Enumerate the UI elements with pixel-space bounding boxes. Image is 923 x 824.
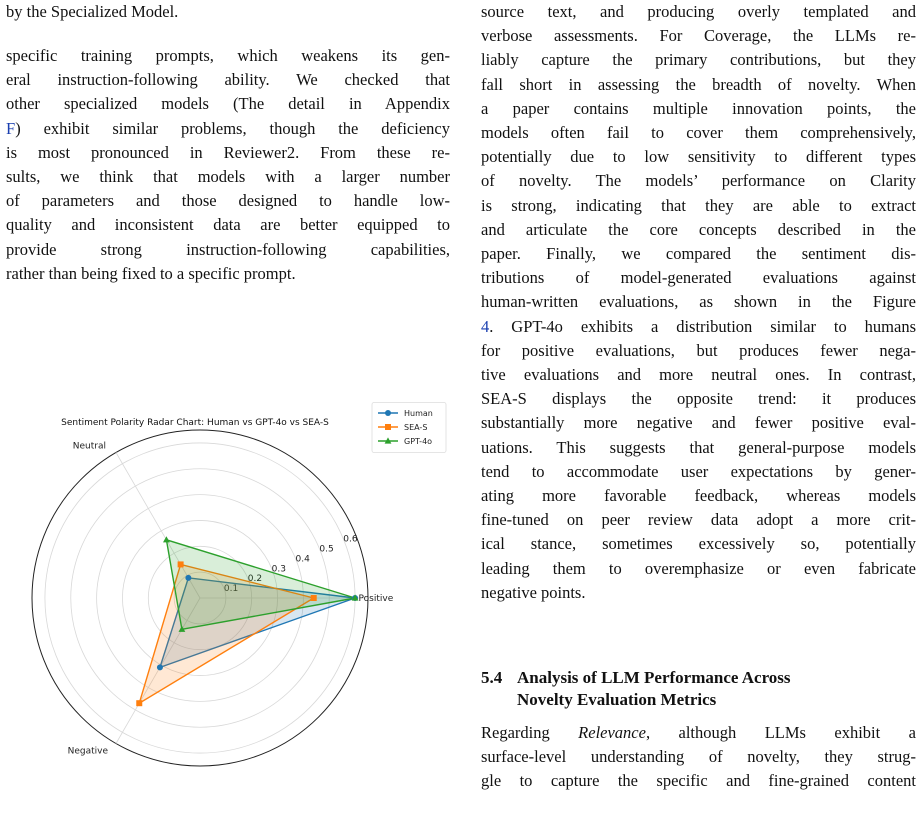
figure-caption-tail (6, 0, 448, 24)
left-line: specific training prompts, which weakens its gen- (6, 46, 450, 65)
right-line: paper. Finally, we compared the sentiment dis- (481, 244, 916, 264)
series-layer (136, 536, 358, 706)
legend-label-sea-s: SEA-S (404, 423, 428, 432)
right-line: and articulate the core concepts described in the (481, 219, 916, 239)
left-line-rest: ) exhibit similar problems, though the deficiency (15, 118, 450, 138)
data-point-sea-s (311, 595, 317, 601)
data-point-human (157, 664, 163, 670)
section-number: 5.4 (481, 668, 503, 687)
right-line-rest: . GPT-4o exhibits a distribution similar to humans (489, 316, 916, 336)
caption-tail-text: by the Specialized Model. (6, 2, 179, 21)
right-line: source text, and producing overly templated and (481, 2, 916, 21)
chart-legend (372, 403, 446, 453)
data-point-gpt-4o (163, 536, 170, 542)
right-line: models often fail to cover them comprehensively, (481, 123, 916, 143)
right-line: a paper contains multiple innovation points, the (481, 98, 916, 118)
right-line: SEA-S displays the opposite trend: it produces (481, 389, 916, 409)
right-line: tend to accommodate user expectations by gener- (481, 461, 916, 481)
section-title-line-1: Analysis of LLM Performance Across (517, 668, 791, 687)
radar-chart (0, 402, 460, 819)
data-point-sea-s (178, 561, 184, 567)
right-line: fall short in assessing the breadth of novelty. When (481, 74, 916, 94)
legend-marker-human (385, 410, 391, 416)
right-line: for positive evaluations, but produces fewer nega- (481, 340, 916, 360)
axis-label-negative: Negative (67, 746, 108, 757)
left-line: is most pronounced in Reviewer2. From these re- (6, 142, 450, 162)
left-line: other specialized models (The detail in Appendix (6, 94, 450, 114)
appendix-link[interactable]: F (6, 118, 16, 138)
left-line: sults, we think that models with a larger number (6, 167, 450, 187)
section-title (517, 667, 791, 711)
left-line: eral instruction-following ability. We checked that (6, 70, 450, 90)
right-line: negative points. (481, 582, 586, 602)
radial-tick-label: 0.1 (223, 584, 239, 595)
data-point-human (185, 575, 191, 581)
radial-tick-label: 0.2 (247, 574, 263, 585)
axis-label-positive: Positive (358, 594, 394, 604)
radial-tick-label: 0.4 (295, 554, 310, 565)
left-paragraph (6, 44, 450, 286)
left-line: quality and inconsistent data are better equipped to (6, 215, 450, 235)
right-line: tributions of model-generated evaluations against (481, 268, 916, 288)
radar-chart-svg (0, 402, 460, 819)
right-line: ating more favorable feedback, whereas models (481, 486, 916, 506)
right-line: of novelty. The models’ performance on Clarity (481, 171, 916, 191)
right-line: potentially due to low sensitivity to different types (481, 147, 916, 167)
left-line: rather than being fixed to a specific prompt. (6, 263, 296, 283)
data-point-sea-s (136, 700, 142, 706)
next-line-1 (481, 721, 916, 745)
right-line: liably capture the primary contributions, but they (481, 50, 916, 70)
right-line: is strong, indicating that they are able to extract (481, 195, 916, 215)
right-line: tive evaluations and more neutral ones. In contrast, (481, 365, 916, 385)
next-text-b: , although LLMs exhibit a (645, 723, 916, 742)
next-line: surface-level understanding of novelty, they strug- (481, 747, 916, 767)
next-text-a: Regarding (481, 723, 579, 742)
right-line: uations. This suggests that general-purpose models (481, 437, 916, 457)
chart-title: Sentiment Polarity Radar Chart: Human vs GPT-4o vs SEA-S (61, 418, 329, 428)
right-line: verbose assessments. For Coverage, the LLMs re- (481, 26, 916, 46)
radial-tick-label: 0.6 (343, 534, 358, 545)
right-line-with-link (481, 315, 916, 339)
figure-link[interactable]: 4 (481, 316, 490, 336)
right-line: leading them to overemphasize or even fabricate (481, 558, 916, 578)
next-paragraph (481, 721, 916, 794)
next-line: gle to capture the specific and fine-grained content (481, 771, 916, 791)
right-paragraph (481, 0, 916, 605)
left-line: of parameters and those designed to handle low- (6, 191, 450, 211)
right-line: fine-tuned on peer review data adopt a more crit- (481, 510, 916, 530)
relevance-term: Relevance (578, 723, 646, 742)
right-line: substantially more negative and fewer positive eval- (481, 413, 916, 433)
radial-tick-label: 0.5 (319, 544, 334, 555)
section-title-line-2: Novelty Evaluation Metrics (517, 690, 717, 709)
left-line: provide strong instruction-following capabilities, (6, 239, 450, 259)
legend-marker-sea-s (385, 424, 391, 430)
legend-label-human: Human (404, 409, 433, 418)
right-line: human-written evaluations, as shown in the Figure (481, 292, 916, 312)
right-line: ical stance, sometimes excessively so, potentially (481, 534, 916, 554)
left-line-with-link (6, 117, 450, 141)
axis-label-neutral: Neutral (72, 441, 106, 452)
legend-label-gpt-4o: GPT-4o (404, 437, 433, 446)
radial-tick-label: 0.3 (271, 564, 286, 575)
